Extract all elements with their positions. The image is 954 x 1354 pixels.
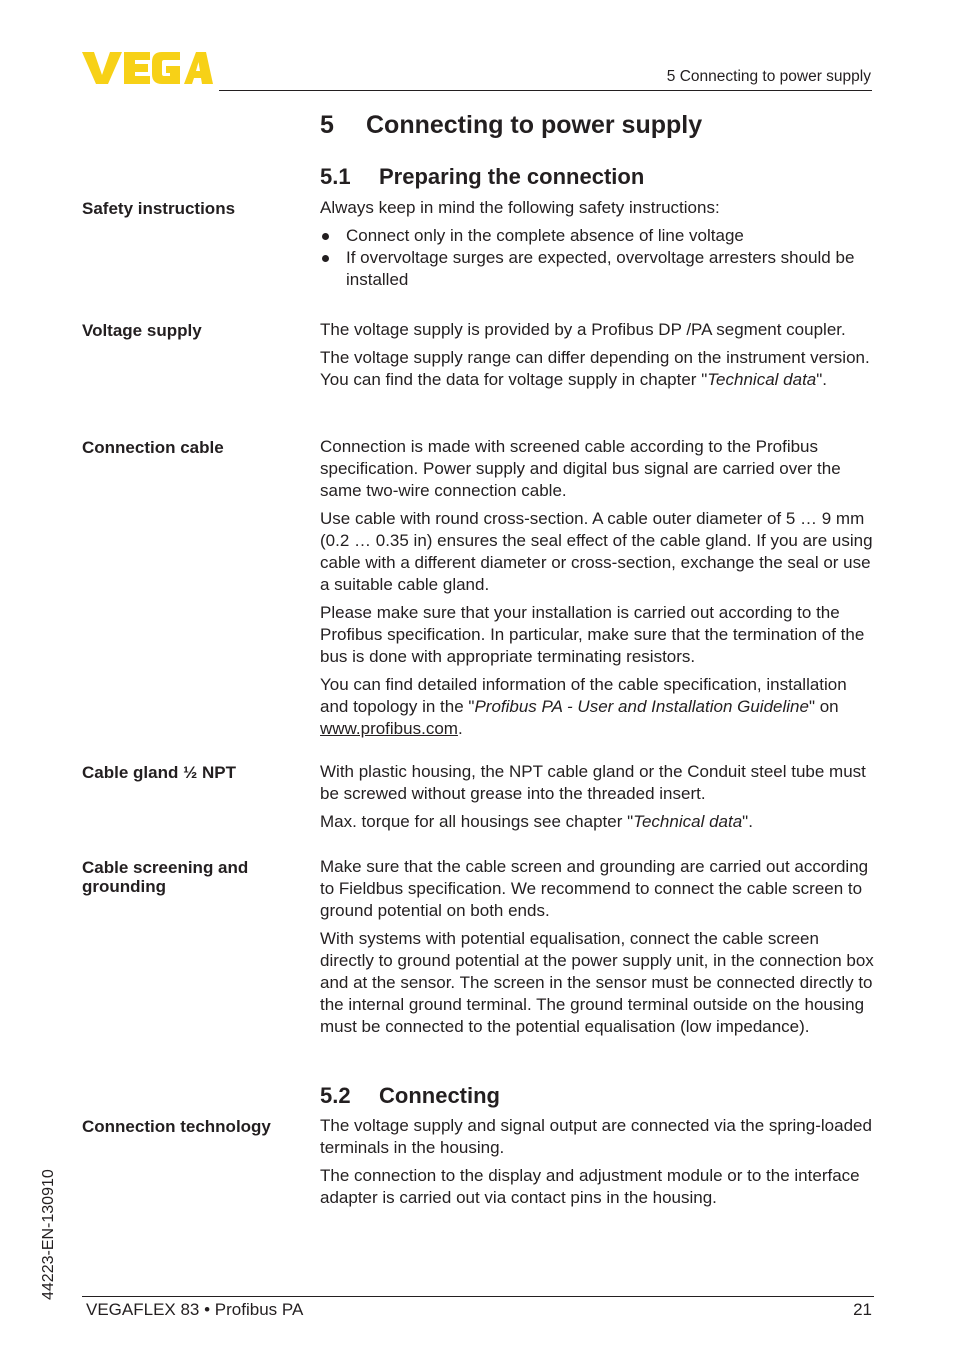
section-title: Connecting — [379, 1083, 500, 1108]
margin-label-gland: Cable gland ½ NPT — [82, 763, 236, 782]
margin-label-safety: Safety instructions — [82, 199, 236, 218]
section-number: 5.1 — [320, 164, 351, 189]
technology-paragraph-1: The voltage supply and signal output are connected via the spring-loaded terminals in the housing. — [320, 1116, 872, 1157]
cable-paragraph-2: Use cable with round cross-section. A cable outer diameter of 5 … 9 mm (0.2 … 0.35 in) ensures the seal effect of the cable gland. If you are using cable with a different diameter or cross-section, exchange the seal or use a suitable cable gland. — [320, 509, 873, 594]
gland-paragraph-2: Max. torque for all housings see chapter "Technical data". — [320, 812, 753, 831]
cable-block — [320, 436, 876, 746]
footer-divider — [82, 1296, 874, 1297]
profibus-link[interactable]: www.profibus.com — [320, 719, 458, 738]
gland-paragraph-1: With plastic housing, the NPT cable gland or the Conduit steel tube must be screwed without grease into the threaded insert. — [320, 762, 866, 803]
voltage-block — [320, 319, 876, 397]
section-title: Preparing the connection — [379, 164, 645, 189]
technology-block — [320, 1115, 876, 1215]
screening-block — [320, 856, 876, 1044]
vega-logo — [80, 50, 214, 86]
screening-paragraph-2: With systems with potential equalisation, connect the cable screen directly to ground potential at the power supply unit, in the connection box and at the sensor. The screen in the sensor must be connected directly to the internal ground terminal. The ground terminal outside on the housing must be connected to the potential equalisation (low impedance). — [320, 929, 874, 1036]
voltage-paragraph-1: The voltage supply is provided by a Profibus DP /PA segment coupler. — [320, 320, 846, 339]
header-divider — [219, 90, 872, 91]
footer-product: VEGAFLEX 83 • Profibus PA — [86, 1300, 304, 1319]
header-section-title: 5 Connecting to power supply — [666, 68, 871, 85]
margin-label-voltage: Voltage supply — [82, 321, 202, 340]
safety-block — [320, 197, 876, 291]
cable-paragraph-1: Connection is made with screened cable according to the Profibus specification. Power supply and digital bus signal are carried over the same two-wire connection cable. — [320, 437, 841, 500]
section-heading-5-1 — [320, 164, 644, 190]
safety-intro: Always keep in mind the following safety instructions: — [320, 198, 720, 217]
section-heading-5-2 — [320, 1083, 500, 1109]
chapter-number: 5 — [320, 111, 334, 139]
chapter-title: Connecting to power supply — [366, 111, 703, 139]
gland-block — [320, 761, 876, 839]
page-number: 21 — [853, 1300, 872, 1319]
safety-bullet-list — [320, 225, 876, 291]
margin-label-screening: Cable screening and grounding — [82, 858, 249, 896]
voltage-paragraph-2: The voltage supply range can differ depending on the instrument version. You can find the data for voltage supply in chapter "Technical data". — [320, 348, 870, 389]
bullet-item: If overvoltage surges are expected, overvoltage arresters should be installed — [320, 247, 876, 291]
screening-paragraph-1: Make sure that the cable screen and grounding are carried out according to Fieldbus specification. We recommend to connect the cable screen to ground potential on both ends. — [320, 857, 869, 920]
document-code: 44223-EN-130910 — [40, 1169, 57, 1300]
cable-paragraph-3: Please make sure that your installation is carried out according to the Profibus specification. In particular, make sure that the termination of the bus is done with appropriate terminating resistors. — [320, 603, 865, 666]
chapter-heading — [320, 111, 702, 140]
margin-label-technology: Connection technology — [82, 1117, 271, 1136]
section-number: 5.2 — [320, 1083, 351, 1108]
technology-paragraph-2: The connection to the display and adjustment module or to the interface adapter is carried out via contact pins in the housing. — [320, 1166, 860, 1207]
bullet-item: Connect only in the complete absence of line voltage — [320, 225, 876, 247]
margin-label-cable: Connection cable — [82, 438, 224, 457]
cable-paragraph-4: You can find detailed information of the cable specification, installation and topology in the "Profibus PA - User and Installation Guideline" on www.profibus.com. — [320, 675, 847, 738]
